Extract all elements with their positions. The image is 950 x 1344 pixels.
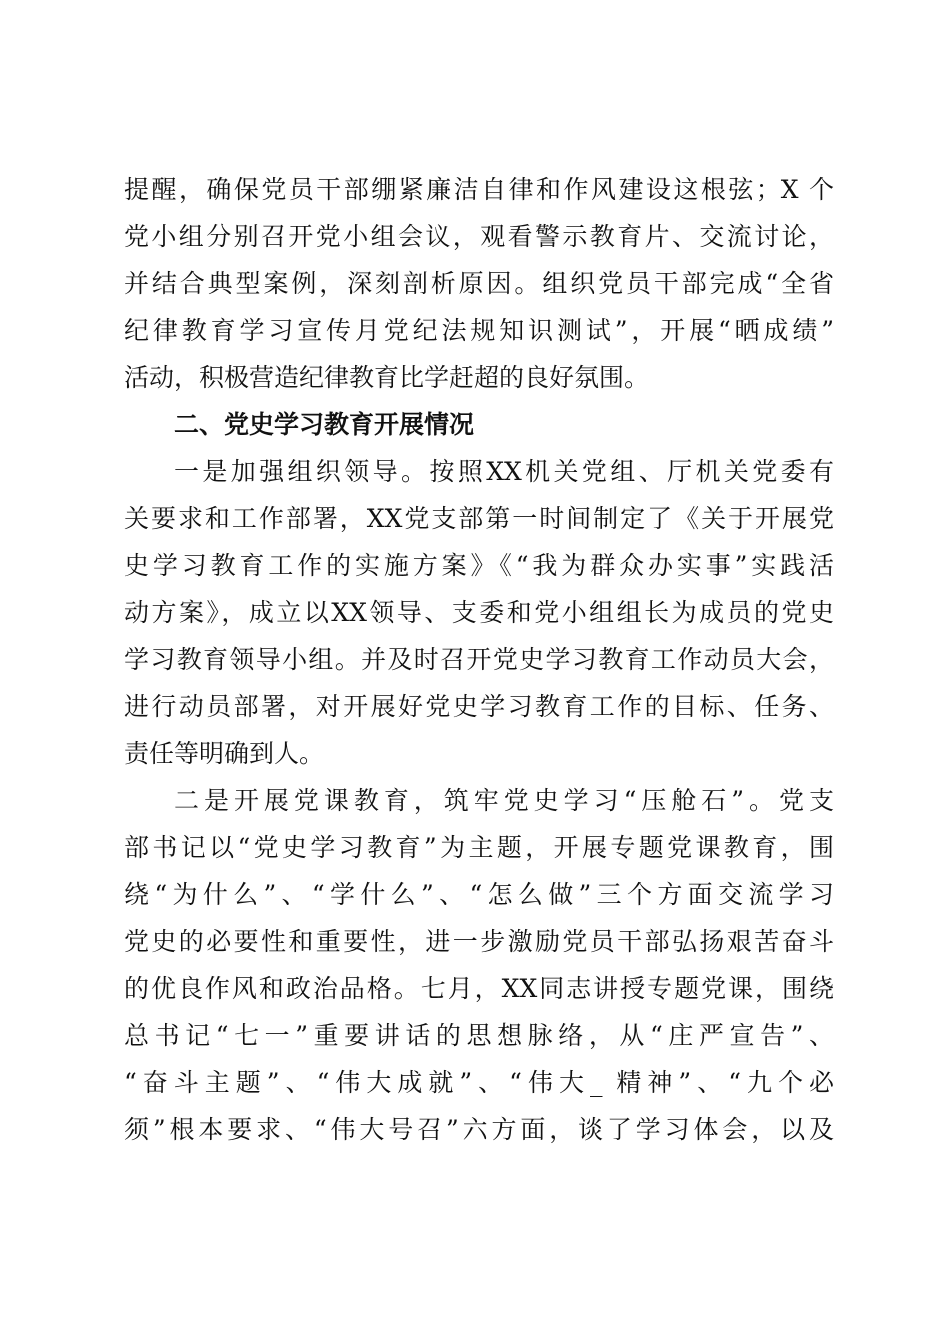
paragraph-3-line-6 — [124, 1012, 834, 1059]
text-line: 活动，积极营造纪律教育比学赶超的良好氛围。 — [124, 363, 650, 392]
paragraph-3-line-2 — [124, 824, 834, 871]
text-line: 学习教育领导小组。并及时召开党史学习教育工作动员大会， — [124, 645, 834, 674]
paragraph-1-line-4 — [124, 307, 834, 354]
text-line: 党小组分别召开党小组会议，观看警示教育片、交流讨论， — [124, 222, 834, 251]
paragraph-2-line-4 — [124, 589, 834, 636]
text-line: 二是开展党课教育，筑牢党史学习“压舱石”。党支 — [174, 786, 834, 815]
paragraph-1-line-2 — [124, 213, 834, 260]
text-line: “奋斗主题”、“伟大成就”、“伟大_ 精神”、“九个必 — [124, 1068, 834, 1097]
paragraph-3-line-5 — [124, 965, 834, 1012]
text-line: 一是加强组织领导。按照XX机关党组、厅机关党委有 — [174, 457, 834, 486]
text-line: 责任等明确到人。 — [124, 739, 325, 768]
paragraph-2-line-1 — [124, 448, 834, 495]
paragraph-3-line-8 — [124, 1106, 834, 1153]
text-line: 须”根本要求、“伟大号召”六方面，谈了学习体会，以及 — [124, 1115, 834, 1144]
text-line: 并结合典型案例，深刻剖析原因。组织党员干部完成“全省 — [124, 269, 834, 298]
paragraph-3-line-3 — [124, 871, 834, 918]
paragraph-3-line-1 — [124, 777, 834, 824]
paragraph-1-line-3 — [124, 260, 834, 307]
text-line: 动方案》，成立以XX领导、支委和党小组组长为成员的党史 — [124, 598, 834, 627]
text-line: 党史的必要性和重要性，进一步激励党员干部弘扬艰苦奋斗 — [124, 927, 834, 956]
paragraph-1-line-5 — [124, 354, 834, 401]
text-line: 的优良作风和政治品格。七月，XX同志讲授专题党课，围绕 — [124, 974, 834, 1003]
paragraph-2-line-7 — [124, 730, 834, 777]
paragraph-1-line-1 — [124, 166, 834, 213]
paragraph-2-line-5 — [124, 636, 834, 683]
paragraph-3-line-7 — [124, 1059, 834, 1106]
paragraph-2-line-2 — [124, 495, 834, 542]
paragraph-2-line-3 — [124, 542, 834, 589]
text-line: 部书记以“党史学习教育”为主题，开展专题党课教育，围 — [124, 833, 834, 862]
text-line: 总书记“七一”重要讲话的思想脉络，从“庄严宣告”、 — [124, 1021, 834, 1050]
section-heading-text: 二、党史学习教育开展情况 — [174, 410, 475, 439]
text-line: 纪律教育学习宣传月党纪法规知识测试”，开展“晒成绩” — [124, 316, 834, 345]
paragraph-3-line-4 — [124, 918, 834, 965]
paragraph-2-line-6 — [124, 683, 834, 730]
document-body — [124, 166, 834, 1153]
text-line: 进行动员部署，对开展好党史学习教育工作的目标、任务、 — [124, 692, 834, 721]
text-line: 提醒，确保党员干部绷紧廉洁自律和作风建设这根弦；X 个 — [124, 175, 834, 204]
text-line: 史学习教育工作的实施方案》《“我为群众办实事”实践活 — [124, 551, 834, 580]
text-line: 绕“为什么”、“学什么”、“怎么做”三个方面交流学习 — [124, 880, 834, 909]
text-line: 关要求和工作部署，XX党支部第一时间制定了《关于开展党 — [124, 504, 834, 533]
section-heading — [124, 401, 834, 448]
